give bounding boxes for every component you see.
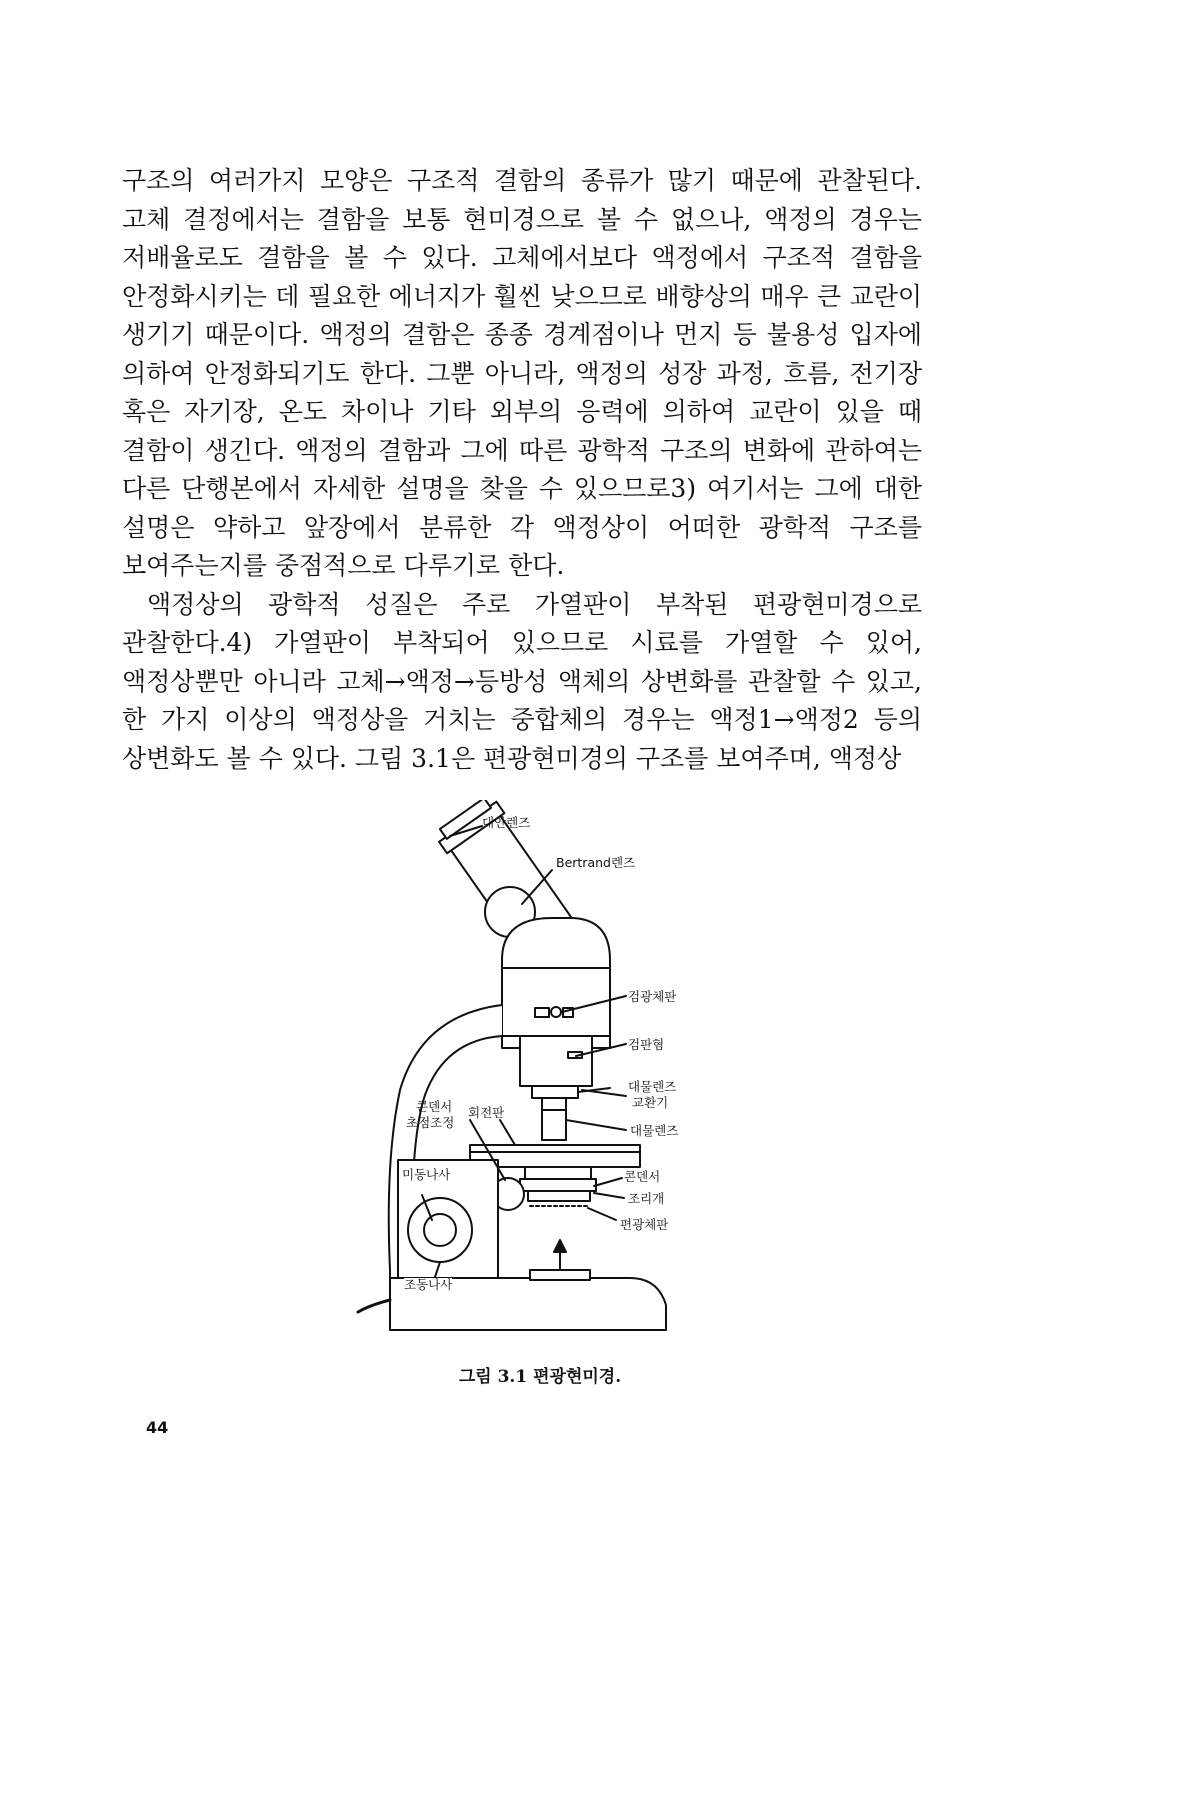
label-condenser: 콘덴서 bbox=[624, 1169, 661, 1184]
label-objective-changer-line1: 대물렌즈 bbox=[628, 1079, 677, 1094]
label-analyzer-plate: 검광체판 bbox=[628, 989, 677, 1004]
label-condenser-focus-line1: 콘덴서 bbox=[416, 1099, 453, 1114]
microscope-figure bbox=[330, 800, 730, 1340]
label-eyepiece: 대안렌즈 bbox=[482, 815, 531, 830]
label-condenser-focus-line2: 초점조정 bbox=[406, 1115, 455, 1130]
label-objective: 대물렌즈 bbox=[630, 1123, 679, 1138]
analyzer-body bbox=[502, 968, 610, 1036]
figure-caption: 그림 3.1 편광현미경. bbox=[458, 1367, 622, 1387]
lower-tube bbox=[520, 1036, 592, 1086]
microscope-drawing bbox=[330, 800, 730, 1340]
fine-knob-outer bbox=[408, 1198, 472, 1262]
paragraph: 구조의 여러가지 모양은 구조적 결함의 종류가 많기 때문에 관찰된다. 고체 결정에서는 결함을 보통 현미경으로 볼 수 없으나, 액정의 경우는 저배율로도 결함을 볼 수 있다. 고체에서보다 액정에서 구조적 결함을 안정화시키는 데 필요한 에너지가 훨씬 낮으므로 배향상의 매우 큰 교란이 생기기 때문이다. 액정의 결함은 종종 경계점이나 먼지 등 불용성 입자에 의하여 안정화되기도 한다. 그뿐 아니라, 액정의 성장 과정, 흐름, 전기장 혹은 자기장, 온도 차이나 기타 외부의 응력에 의하여 교란이 있을 때 결함이 생긴다. 액정의 결함과 그에 따른 광학적 구조의 변화에 관하여는 다른 단행본에서 자세한 설명을 찾을 수 있으므로3) 여기서는 그에 대한 설명은 약하고 앞장에서 분류한 각 액정상이 어떠한 광학적 구조를 보여주는지를 중점적으로 다루기로 한다. bbox=[122, 166, 922, 580]
label-bertrand-lens: Bertrand렌즈 bbox=[556, 855, 636, 870]
page-number: 44 bbox=[146, 1418, 169, 1437]
paragraph: 액정상의 광학적 성질은 주로 가열판이 부착된 편광현미경으로 관찰한다.4) 가열판이 부착되어 있으므로 시료를 가열할 수 있어, 액정상뿐만 아니라 고체→액정→등방성 액체의 상변화를 관찰할 수 있고, 한 가지 이상의 액정상을 거치는 중합체의 경우는 액정1→액정2 등의 상변화도 볼 수 있다. 그림 3.1은 편광현미경의 구조를 보여주며, 액정상 bbox=[122, 589, 922, 773]
label-fine-knob: 미동나사 bbox=[402, 1167, 451, 1182]
body-text bbox=[122, 162, 922, 778]
label-coarse-knob: 조동나사 bbox=[404, 1277, 453, 1292]
label-rotating-stage: 회전판 bbox=[468, 1105, 505, 1120]
label-objective-changer-line2: 교환기 bbox=[632, 1095, 669, 1110]
label-iris: 조리개 bbox=[628, 1191, 665, 1206]
label-analyzer: 검판혐 bbox=[628, 1037, 665, 1052]
label-polarizer-plate: 편광체판 bbox=[620, 1217, 669, 1232]
objective-lens bbox=[542, 1098, 566, 1140]
